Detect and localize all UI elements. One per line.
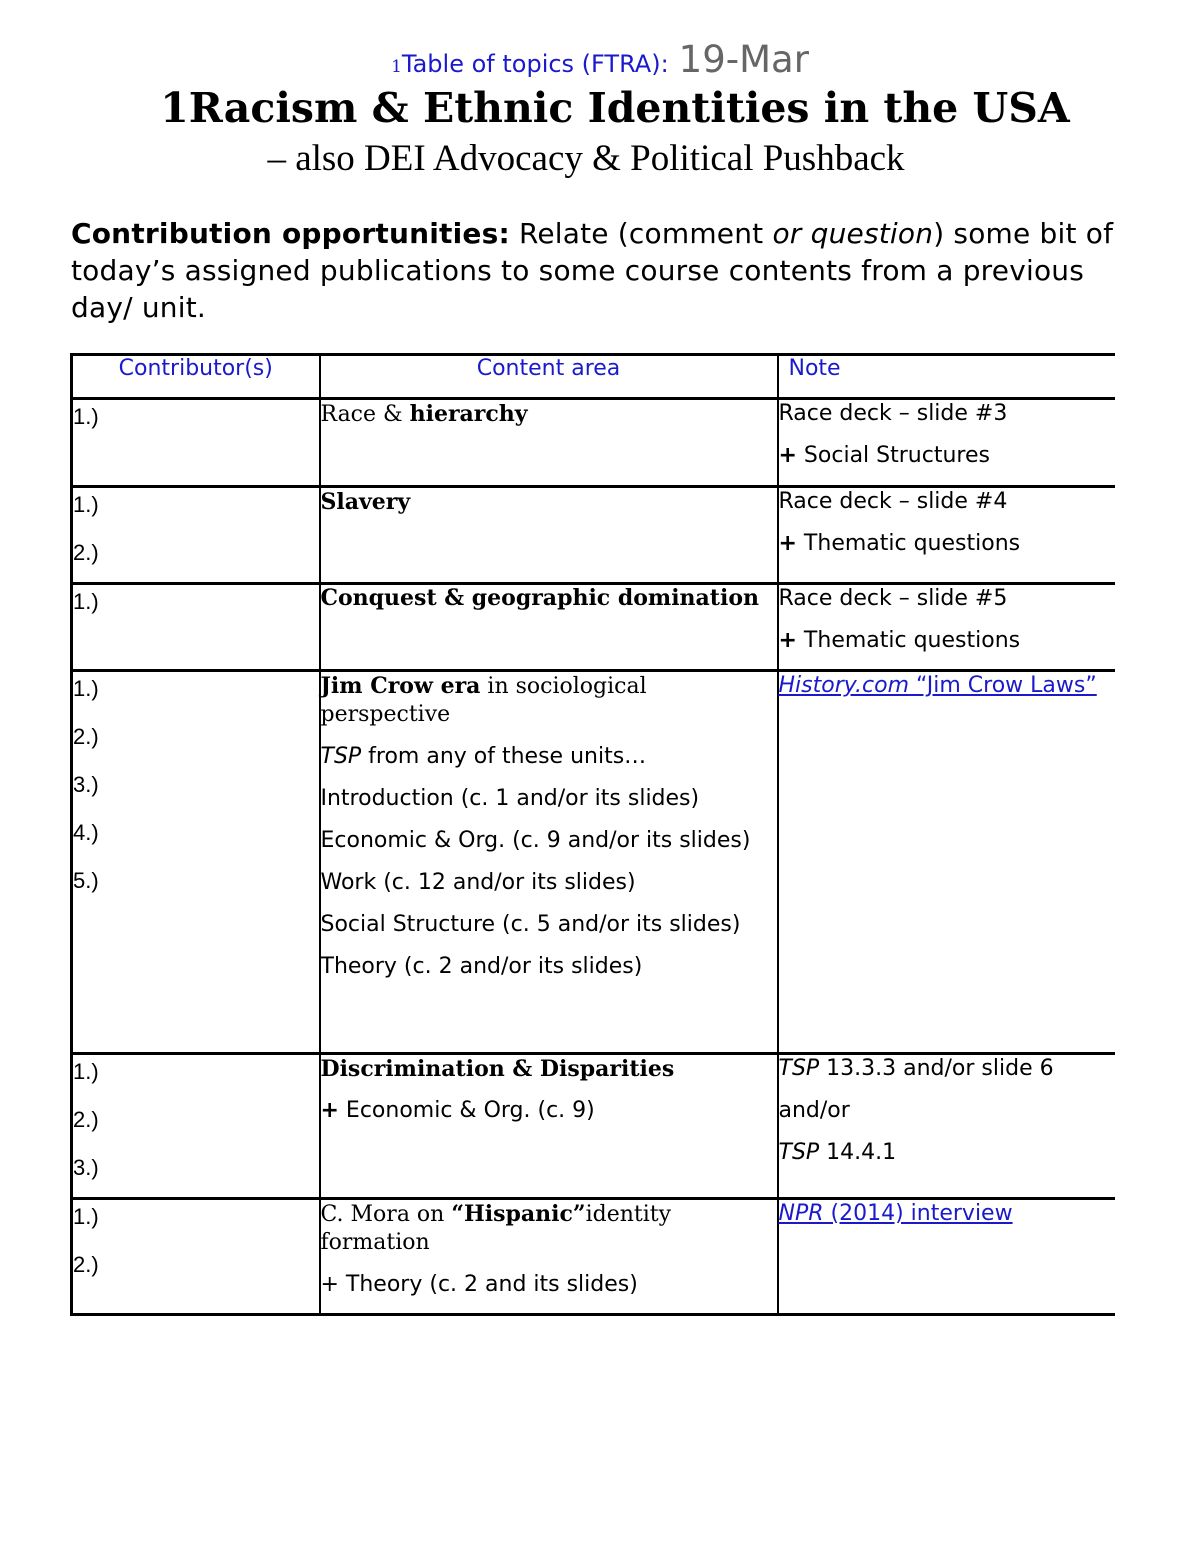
content-line-text: from any of these units… xyxy=(361,744,647,769)
page-subtitle: – also DEI Advocacy & Political Pushback xyxy=(267,138,905,179)
content-line-text: Economic & Org. (c. 9) xyxy=(338,1098,595,1123)
contribution-or-question: or question xyxy=(772,217,934,250)
contributors-cell xyxy=(72,1199,320,1315)
tsp-abbrev: TSP xyxy=(778,1140,820,1165)
page-title: 1Racism & Ethnic Identities in the USA xyxy=(160,84,1070,132)
content-plain: Race & xyxy=(320,402,410,427)
contribution-text-1: Relate (comment xyxy=(509,217,773,250)
table-row xyxy=(72,1199,1115,1315)
contributor-slot: 5.) xyxy=(73,868,99,893)
note-line xyxy=(779,1055,1115,1083)
table-row xyxy=(72,487,1115,584)
note-cell xyxy=(778,671,1115,1054)
content-topic xyxy=(321,1200,777,1257)
contributors-cell xyxy=(72,671,320,1054)
contributor-slot: 1.) xyxy=(73,404,99,429)
header-label: Table of topics (FTRA): xyxy=(401,50,669,78)
content-topic: Slavery xyxy=(320,489,411,515)
plus-icon: + xyxy=(778,443,797,468)
content-bold: “Hispanic” xyxy=(451,1201,586,1227)
contributor-slot: 2.) xyxy=(73,1107,99,1132)
note-cell xyxy=(778,584,1115,671)
contributor-slot: 2.) xyxy=(73,540,99,565)
table-row xyxy=(72,584,1115,671)
contribution-lead: Contribution opportunities: xyxy=(71,217,510,250)
content-cell xyxy=(320,1199,778,1315)
contribution-text-2: ) some bit of today’s assigned publications to some course contents from a previous day/ unit. xyxy=(71,217,1114,324)
note-line: and/or xyxy=(778,1098,850,1123)
contributor-slot: 1.) xyxy=(73,589,99,614)
note-line xyxy=(779,1139,1115,1167)
table-header-row xyxy=(72,355,1115,399)
note-line-text: Social Structures xyxy=(796,443,990,468)
header-number: 1 xyxy=(391,57,402,77)
content-bold: Jim Crow era xyxy=(320,673,481,699)
content-line: + Theory (c. 2 and its slides) xyxy=(320,1272,638,1297)
tsp-abbrev: TSP xyxy=(320,744,362,769)
contributor-slot: 3.) xyxy=(73,1155,99,1180)
note-line xyxy=(779,442,1115,470)
header-date: 19-Mar xyxy=(678,38,809,81)
contributors-cell xyxy=(72,1054,320,1199)
note-line: Race deck – slide #4 xyxy=(778,489,1008,514)
note-line-text: Thematic questions xyxy=(796,531,1021,556)
unit-item: Economic & Org. (c. 9 and/or its slides) xyxy=(320,828,751,853)
contributors-cell xyxy=(72,584,320,671)
content-plain: in sociological perspective xyxy=(320,674,647,727)
header-line xyxy=(0,38,1200,81)
note-cell xyxy=(778,1199,1115,1315)
unit-item: Social Structure (c. 5 and/or its slides) xyxy=(320,912,741,937)
jim-crow-link[interactable] xyxy=(779,673,1097,698)
content-topic xyxy=(321,400,777,429)
unit-item: Theory (c. 2 and/or its slides) xyxy=(320,954,643,979)
link-italic: NPR xyxy=(778,1201,824,1226)
contributor-slot: 3.) xyxy=(73,772,99,797)
contributors-cell xyxy=(72,399,320,487)
plus-icon: + xyxy=(320,1098,339,1123)
link-text: “Jim Crow Laws” xyxy=(909,673,1097,698)
unit-item: Introduction (c. 1 and/or its slides) xyxy=(320,786,700,811)
content-cell xyxy=(320,399,778,487)
content-cell xyxy=(320,584,778,671)
plus-icon: + xyxy=(778,531,797,556)
contributors-cell xyxy=(72,487,320,584)
tsp-abbrev: TSP xyxy=(778,1056,820,1081)
contributor-slot: 1.) xyxy=(73,676,99,701)
note-line: Race deck – slide #3 xyxy=(778,401,1008,426)
note-line xyxy=(779,530,1115,558)
content-cell xyxy=(320,671,778,1054)
content-bold: hierarchy xyxy=(409,401,528,427)
link-text: (2014) interview xyxy=(823,1201,1013,1226)
contributor-slot: 1.) xyxy=(73,492,99,517)
table-row xyxy=(72,399,1115,487)
note-cell xyxy=(778,487,1115,584)
content-cell xyxy=(320,1054,778,1199)
note-cell xyxy=(778,399,1115,487)
content-line xyxy=(321,1097,777,1125)
note-line: Race deck – slide #5 xyxy=(778,586,1008,611)
contributor-slot: 1.) xyxy=(73,1204,99,1229)
contributor-slot: 2.) xyxy=(73,724,99,749)
contribution-paragraph xyxy=(71,215,1151,326)
table-row xyxy=(72,1054,1115,1199)
note-line-text: 14.4.1 xyxy=(819,1140,897,1165)
note-line-text: 13.3.3 and/or slide 6 xyxy=(819,1056,1054,1081)
content-topic: Conquest & geographic domination xyxy=(320,585,759,611)
npr-interview-link[interactable] xyxy=(779,1201,1013,1226)
header-note: Note xyxy=(778,355,1115,399)
contributor-slot: 4.) xyxy=(73,820,99,845)
topics-table xyxy=(70,353,1115,1316)
contributor-slot: 2.) xyxy=(73,1252,99,1277)
content-topic xyxy=(321,672,777,729)
contributor-slot: 1.) xyxy=(73,1059,99,1084)
note-line xyxy=(779,627,1115,655)
content-topic: Discrimination & Disparities xyxy=(320,1056,675,1082)
content-plain: identity formation xyxy=(320,1202,672,1255)
plus-icon: + xyxy=(778,628,797,653)
note-cell xyxy=(778,1054,1115,1199)
link-italic: History.com xyxy=(778,673,910,698)
content-plain: C. Mora on xyxy=(320,1202,452,1227)
header-contributors: Contributor(s) xyxy=(72,355,320,399)
content-line xyxy=(321,743,777,771)
unit-item: Work (c. 12 and/or its slides) xyxy=(320,870,636,895)
table-row xyxy=(72,671,1115,1054)
header-content-area: Content area xyxy=(320,355,778,399)
content-cell xyxy=(320,487,778,584)
note-line-text: Thematic questions xyxy=(796,628,1021,653)
